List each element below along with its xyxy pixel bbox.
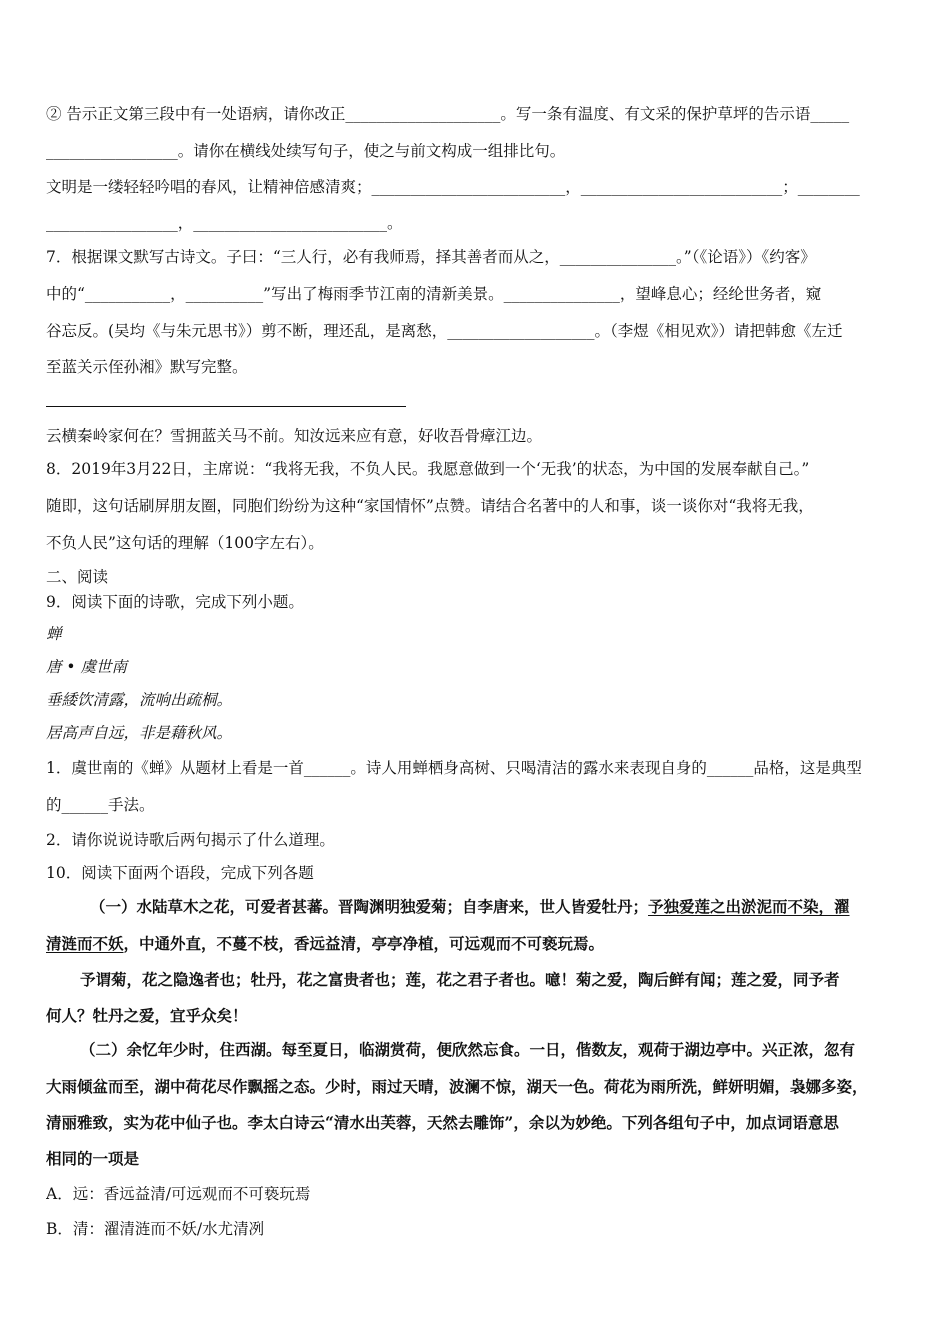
question-6-prompt-line: _________________。请你在横线处续写句子，使之与前文构成一组排比句。 xyxy=(46,142,566,160)
question-8-line-1: 8．2019年3月22日，主席说：“我将无我，不负人民。我愿意做到一个‘无我’的状态，为中国的发展奉献自己。” xyxy=(46,460,810,478)
passage-2-line-1: （二）余忆年少时，住西湖。每至夏日，临湖赏荷，便欣然忘食。一日，偕数友，观荷于湖边亭中。兴正浓，忽有 xyxy=(80,1040,856,1059)
passage-1-line-3: 予谓菊，花之隐逸者也；牡丹，花之富贵者也；莲，花之君子者也。噫！菊之爱，陶后鲜有闻；莲之爱，同予者 xyxy=(80,970,840,989)
passage-1-text: （一）水陆草木之花，可爱者甚蕃。晋陶渊明独爱菊；自李唐来，世人皆爱牡丹； xyxy=(90,897,649,916)
answer-rule xyxy=(46,406,406,407)
subquestion-1-line-2: 的______手法。 xyxy=(46,796,155,814)
option-b: B．清：濯清涟而不妖/水尤清冽 xyxy=(46,1220,265,1238)
underlined-sentence-cont: 清涟而不妖 xyxy=(46,934,124,953)
subquestion-2: 2．请你说说诗歌后两句揭示了什么道理。 xyxy=(46,831,335,849)
question-8-line-3: 不负人民”这句话的理解（100字左右）。 xyxy=(46,534,324,552)
poem-line-1: 垂緌饮清露，流响出疏桐。 xyxy=(46,691,233,709)
question-7-line-1: 7．根据课文默写古诗文。子曰：“三人行，必有我师焉，择其善者而从之，_______________。”（《论语》）《约客》 xyxy=(46,248,816,266)
question-8-line-2: 随即，这句话刷屏朋友圈，同胞们纷纷为这种“家国情怀”点赞。请结合名著中的人和事，谈一谈你对“我将无我， xyxy=(46,497,814,515)
question-7-line-4: 至蓝关示侄孙湘》默写完整。 xyxy=(46,358,248,376)
poem-answer-line: 云横秦岭家何在？雪拥蓝关马不前。知汝远来应有意，好收吾骨瘴江边。 xyxy=(46,427,543,445)
passage-1-line-2 xyxy=(46,933,904,955)
section-heading-reading: 二、阅读 xyxy=(46,568,109,586)
poem-title: 蝉 xyxy=(46,625,62,643)
question-7-line-2: 中的“___________，__________”写出了梅雨季节江南的清新美景。_______________，望峰息心；经纶世务者，窥 xyxy=(46,285,822,303)
question-6-part2-line: ② 告示正文第三段中有一处语病，请你改正____________________。写一条有温度、有文采的保护草坪的告示语_____ xyxy=(46,105,850,123)
parallelism-blank-line: _________________，_________________________。 xyxy=(46,214,403,232)
passage-1-line-1 xyxy=(90,896,904,918)
underlined-sentence: 予独爱莲之出淤泥而不染，濯 xyxy=(648,897,850,916)
passage-1-text-cont: ，中通外直，不蔓不枝，香远益清，亭亭净植，可远观而不可亵玩焉。 xyxy=(123,934,605,953)
option-a: A．远：香远益清/可远观而不可亵玩焉 xyxy=(46,1185,311,1203)
poem-line-2: 居高声自远，非是藉秋风。 xyxy=(46,724,233,742)
question-7-line-3: 谷忘反。(吴均《与朱元思书》）剪不断，理还乱，是离愁，___________________。（李煜《相见欢》）请把韩愈《左迁 xyxy=(46,322,843,340)
passage-2-line-2: 大雨倾盆而至，湖中荷花尽作飘摇之态。少时，雨过天晴，波澜不惊，湖天一色。荷花为雨所洗，鲜妍明媚，袅娜多姿， xyxy=(46,1077,868,1096)
passage-2-line-3: 清丽雅致，实为花中仙子也。李太白诗云“清水出芙蓉，天然去雕饰”，余以为妙绝。下列各组句子中，加点词语意思 xyxy=(46,1113,839,1132)
passage-1-line-4: 何人？牡丹之爱，宜乎众矣！ xyxy=(46,1006,248,1025)
question-10-prompt: 10．阅读下面两个语段，完成下列各题 xyxy=(46,864,314,882)
question-9-prompt: 9．阅读下面的诗歌，完成下列小题。 xyxy=(46,593,304,611)
subquestion-1-line-1: 1．虞世南的《蝉》从题材上看是一首______。诗人用蝉栖身高树、只喝清洁的露水来表现自身的______品格，这是典型 xyxy=(46,759,862,777)
parallelism-sentence-line: 文明是一缕轻轻吟唱的春风，让精神倍感清爽；_________________________，__________________________；________ xyxy=(46,178,860,196)
passage-2-line-4: 相同的一项是 xyxy=(46,1149,140,1168)
poem-author: 唐 • 虞世南 xyxy=(46,658,127,676)
